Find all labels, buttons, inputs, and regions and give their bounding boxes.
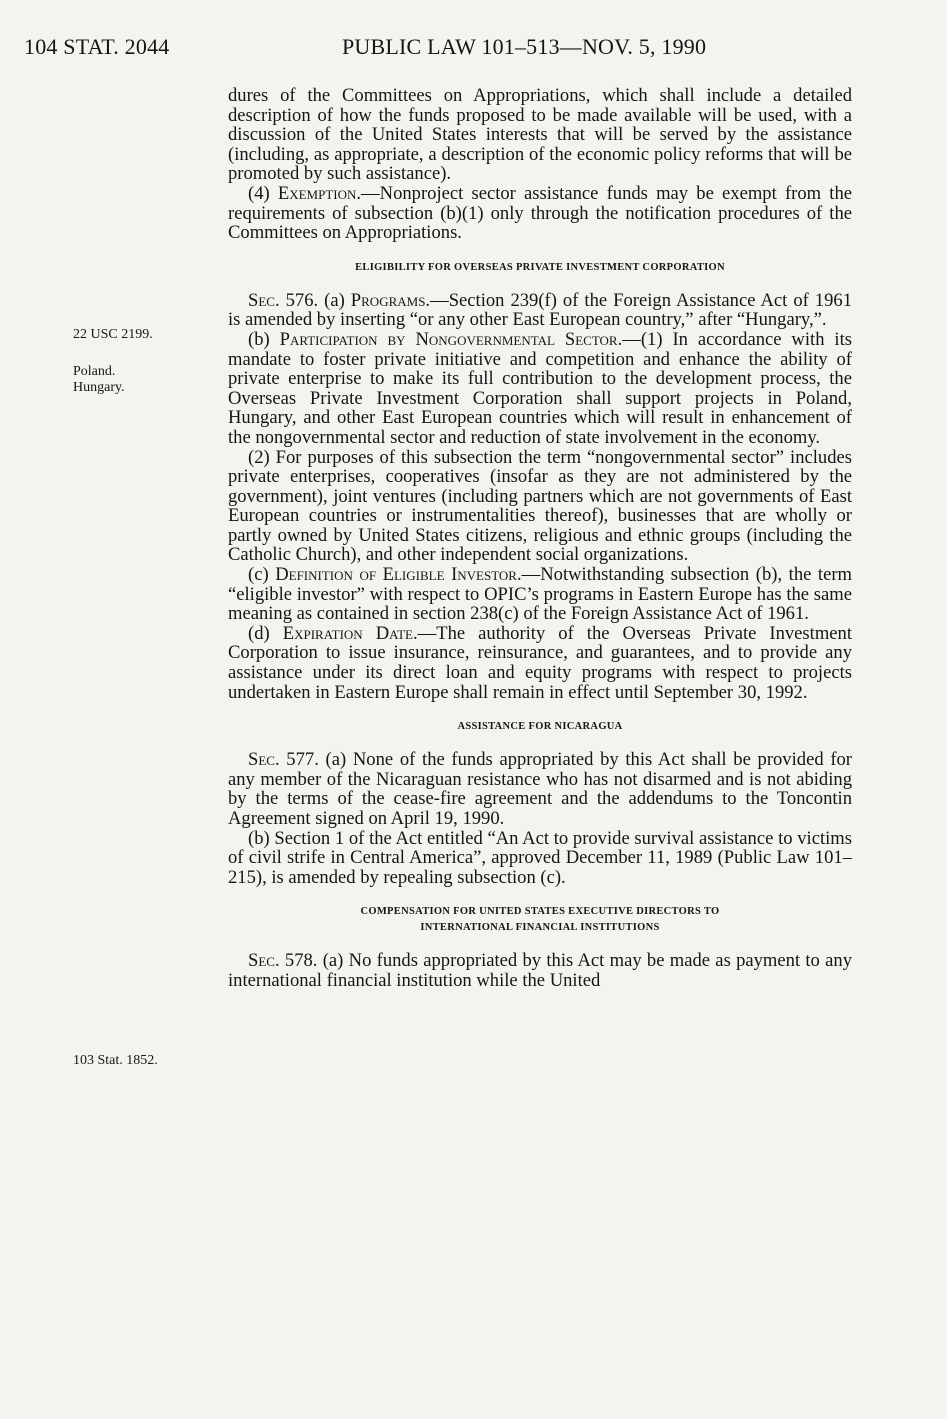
stat-page-number: 104 STAT. 2044 bbox=[24, 34, 170, 59]
sec-576-c bbox=[228, 565, 852, 624]
margin-note-hungary: Hungary. bbox=[73, 380, 125, 395]
subsection-caption: Definition of Eligible Investor. bbox=[275, 564, 522, 586]
sec-577-a bbox=[228, 750, 852, 828]
subsection-caption: Expiration Date. bbox=[282, 622, 418, 644]
sec-number: 576. (a) bbox=[279, 289, 351, 311]
sec-576-b bbox=[228, 330, 852, 448]
sec-578-a bbox=[228, 951, 852, 990]
paragraph-caption: Exemption. bbox=[277, 182, 362, 204]
sec-label: Sec. bbox=[248, 749, 280, 771]
sec-577-b: (b) Section 1 of the Act entitled “An Act to provide survival assistance to victims of civil strife in Central America”, approved December 11, 1989 (Public Law 101–215), is amended by repealing subsection (c). bbox=[228, 827, 852, 888]
subsection-text: —The authority of the Overseas Private Investment Corporation to issue insurance, reinsurance, and guarantees, and to provide any assistance under its direct loan and equity programs with respect to projects undertaken in Eastern Europe shall remain in effect until September 30, 1992. bbox=[228, 622, 852, 703]
paragraph-exemption bbox=[228, 184, 852, 243]
para-number: (4) bbox=[248, 182, 270, 204]
margin-note-poland: Poland. bbox=[73, 364, 116, 379]
margin-note-stat: 103 Stat. 1852. bbox=[73, 1053, 158, 1068]
margin-note-usc: 22 USC 2199. bbox=[73, 327, 153, 342]
sec-label: Sec. bbox=[248, 289, 280, 311]
section-578-heading-line-2: INTERNATIONAL FINANCIAL INSTITUTIONS bbox=[420, 922, 660, 934]
paragraph-continued: dures of the Committees on Appropriations, which shall include a detailed description of how the funds proposed to be made available will be used, with a discussion of the United States interests that will be served by the assistance (including, as appropriate, a description of the economic policy reforms that will be promoted by such assistance). bbox=[228, 85, 852, 185]
subsection-text: —Notwithstanding subsection (b), the term “eligible investor” with respect to OPIC’s programs in Eastern Europe has the same meaning as contained in section 238(c) of the Foreign Assistance Act of 1961. bbox=[228, 564, 852, 625]
subsection-text: —(1) In accordance with its mandate to foster private initiative and competition and enhance the ability of private enterprise to make its full contribution to the development process, the Overseas Private Investment Corporation shall support projects in Poland, Hungary, and other East European countries which will result in enhancement of the nongovernmental sector and reduction of state involvement in the economy. bbox=[228, 328, 852, 448]
subsection-caption: Programs. bbox=[350, 289, 431, 311]
subsection-number: (b) bbox=[248, 328, 270, 350]
sec-576-d bbox=[228, 624, 852, 702]
subsection-text: —Section 239(f) of the Foreign Assistance Act of 1961 is amended by inserting “or any other East European country,” after “Hungary,”. bbox=[228, 289, 852, 331]
subsection-number: (d) bbox=[248, 622, 270, 644]
public-law-citation: PUBLIC LAW 101–513—NOV. 5, 1990 bbox=[342, 34, 707, 59]
subsection-text: 578. (a) No funds appropriated by this Act may be made as payment to any international financial institution while the United bbox=[228, 950, 852, 991]
sec-576-b-2: (2) For purposes of this subsection the term “nongovernmental sector” includes private enterprises, cooperatives (insofar as they are not administered by the government), joint ventures (including partners which are not governments of East European countries or instrumentalities thereof), businesses that are wholly or partly owned by United States citizens, religious and ethnic groups (including the Catholic Church), and other independent social organizations. bbox=[228, 446, 852, 566]
paragraph-text: —Nonproject sector assistance funds may be exempt from the requirements of subsection (b)(1) only through the notification procedures of the Committees on Appropriations. bbox=[228, 182, 852, 244]
section-578-heading-line-1: COMPENSATION FOR UNITED STATES EXECUTIVE DIRECTORS TO bbox=[360, 906, 720, 918]
section-577-heading: ASSISTANCE FOR NICARAGUA bbox=[457, 721, 623, 733]
subsection-text: 577. (a) None of the funds appropriated by this Act shall be provided for any member of the Nicaraguan resistance who has not disarmed and is not abiding by the terms of the cease-fire agreement and the addendums to the Toncontin Agreement signed on April 19, 1990. bbox=[228, 749, 852, 829]
page-body bbox=[228, 86, 852, 991]
section-576-heading: ELIGIBILITY FOR OVERSEAS PRIVATE INVESTMENT CORPORATION bbox=[355, 261, 725, 273]
sec-576-a bbox=[228, 291, 852, 330]
sec-label: Sec. bbox=[248, 950, 280, 972]
page-header bbox=[24, 34, 904, 64]
subsection-number: (c) bbox=[248, 564, 269, 586]
subsection-caption: Participation by Nongovernmental Sector. bbox=[279, 328, 623, 350]
